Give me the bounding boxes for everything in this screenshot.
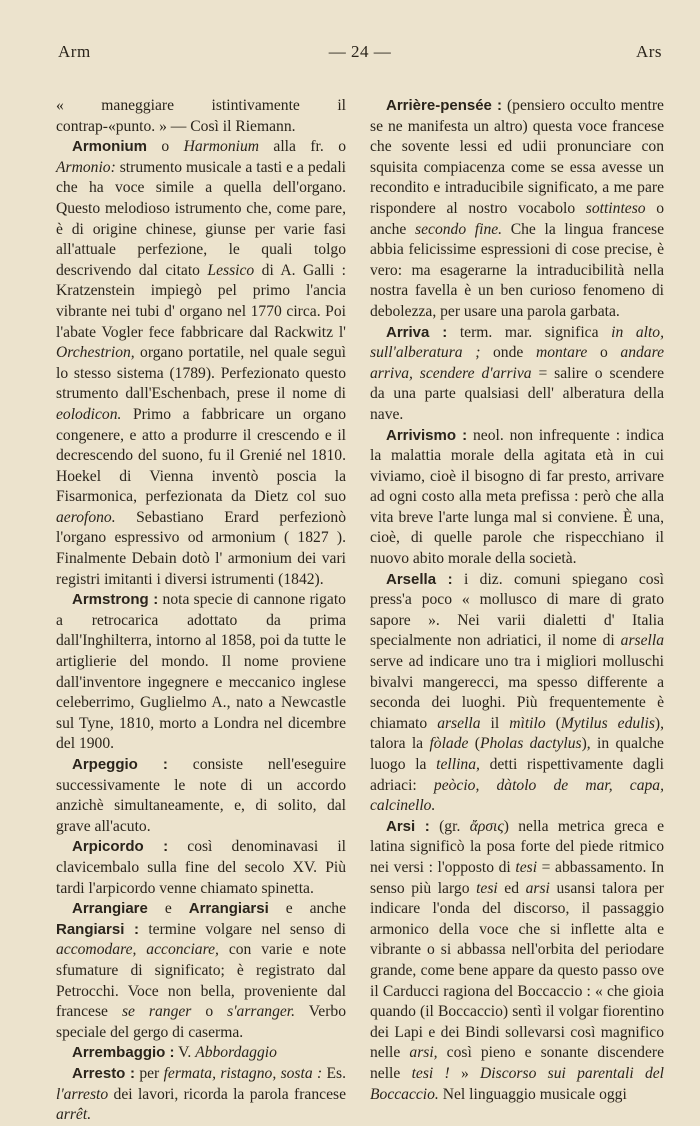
entry-headword: Arsella : [386, 570, 453, 588]
italic-text: tesi [515, 858, 538, 876]
header-right-guideword: Ars [635, 42, 662, 61]
page-number: — 24 — [328, 42, 392, 61]
italic-text: in alto, sull'alberatura ; [370, 323, 664, 362]
italic-text: Pholas dactylus [479, 735, 582, 753]
entry-headword: Rangiarsi : [56, 920, 139, 938]
dictionary-entry [370, 96, 664, 323]
entry-text: o [191, 1003, 228, 1021]
entry-text: così pieno e sonante discendere nelle [370, 1044, 665, 1082]
header-left-guideword: Arm [58, 42, 91, 61]
italic-text: tesi ! [411, 1064, 450, 1082]
right-column [370, 96, 664, 1105]
entry-text: così denominavasi il clavicembalo sulla fine del secolo XV. Più tardi l'arpicordo venne chiamato spinetta. [56, 838, 346, 897]
entry-text: il [480, 714, 510, 732]
entry-text: alla fr. o [259, 138, 346, 156]
dictionary-entry [370, 570, 664, 817]
entry-text: Verbo speciale del gergo di caserma. [56, 1003, 346, 1041]
italic-text: fòlade [429, 735, 469, 753]
italic-text: andare arriva, scendere d'arriva [370, 344, 665, 382]
entry-text: ed [497, 879, 526, 897]
entry-text: » [449, 1064, 481, 1082]
entry-text: V. [174, 1044, 196, 1062]
entry-text: di A. Galli : Kratzenstein impiegò pel primo l'ancia vibrante nei tubi d' organo nel 1770 circa. Poi l'abate Vogler fece fabbricare dal Rackwitz l' [56, 261, 346, 341]
dictionary-entry [56, 837, 346, 899]
italic-text: eolodicon. [56, 405, 122, 423]
entry-text: « maneggiare istintivamente il contrap-«punto. » — Così il Riemann. [56, 97, 346, 135]
entry-text: con varie e note sfumature di significato; è registrato dal Petrocchi. Voce non bella, proveniente dal francese [56, 941, 346, 1021]
italic-text: arrêt. [56, 1106, 92, 1124]
entry-headword: Arresto : [72, 1064, 135, 1082]
entry-headword: Arrangiarsi [188, 900, 269, 918]
dictionary-entry [370, 323, 664, 426]
entry-headword: Armonium [72, 138, 147, 156]
entry-headword: Arriva : [386, 323, 448, 341]
italic-text: sottinteso [585, 199, 646, 217]
entry-headword: Arsi : [386, 817, 430, 835]
entry-text: Nel linguaggio musicale oggi [438, 1085, 627, 1103]
dictionary-entry [56, 755, 346, 837]
italic-text: accomodare, acconciare, [56, 941, 219, 959]
italic-text: tesi [476, 879, 498, 897]
entry-headword: Armstrong : [72, 591, 159, 609]
italic-text: secondo fine. [415, 220, 503, 238]
entry-text: Es. [322, 1064, 347, 1082]
entry-text: nota specie di cannone rigato a retrocarica adottato da prima dall'Inghilterra, intorno al 1858, poi da tutte le artiglierie del mondo. Il nome proviene dall'inventore ingegnere e meccanico inglese celeberrimo, Guglielmo A., nato a Newcastle sul Tyne, 1810, morto a Londra nel dicembre del 1900. [56, 591, 346, 753]
entry-text: ), in qualche luogo la [370, 735, 664, 773]
entry-text: onde [480, 344, 536, 362]
left-column [56, 96, 346, 1126]
entry-text: ( [545, 714, 561, 732]
italic-text: peòcio, dàtolo de mar, capa, calcinello. [370, 776, 664, 815]
entry-text: (pensiero occulto mentre se ne manifesta un altro) questa voce francese che sovente lessi ed udii pronunciare con squisita compiacenza come se essa avesse un recondito e intraducibile significato, a me pare rispondere al nostro vocabolo [370, 97, 664, 217]
italic-text: Discorso sui parentali del Boccaccio. [370, 1064, 665, 1103]
italic-text: Armonio: [56, 158, 116, 176]
entry-text: detti rispettivamente dagli adriaci: [370, 756, 664, 794]
dictionary-entry [56, 1064, 346, 1126]
entry-text: (gr. [429, 817, 470, 835]
italic-text: ἄρσις [469, 817, 504, 835]
entry-text: strumento musicale a tasti e a pedali che ha voce simile a quella dell'organo. Questo melodioso istrumento che, come pare, è di origine chinese, giunse per varie fasi all'attuale perfezione, le quali tolgo descrivendo dal citato [56, 158, 346, 279]
entry-text: o [147, 138, 184, 156]
entry-headword: Arrivismo : [386, 426, 468, 444]
entry-text: per [134, 1064, 164, 1082]
italic-text: Orchestrion, [56, 344, 135, 362]
entry-text: = salire o scendere da una parte qualsiasi dell' alberatura della nave. [370, 364, 664, 423]
entry-text: term. mar. significa [447, 323, 612, 341]
italic-text: mìtilo [509, 714, 546, 732]
dictionary-entry [56, 590, 346, 755]
italic-text: l'arresto [56, 1085, 109, 1103]
entry-text: Sebastiano Erard perfezionò l'organo espressivo od armonium ( 1827 ). Finalmente Debain dotò l' armonium dei vari registri imitanti i diversi istrumenti (1842). [56, 508, 346, 588]
entry-text: i diz. comuni spiegano così press'a poco « mollusco di mare di grato sapore ». Nei varii dialetti d' Italia specialmente non adriatici, il nome di [370, 570, 664, 650]
entry-text: termine volgare nel senso di [138, 920, 346, 938]
italic-text: arsi, [409, 1044, 438, 1062]
entry-text: o anche [370, 199, 664, 238]
entry-text: ( [468, 735, 480, 753]
dictionary-entry [56, 137, 346, 590]
entry-text: serve ad indicare uno tra i migliori molluschi bivalvi mangerecci, ma spesso differente a seconda dei luoghi. Più frequentemente è chiamato [370, 653, 664, 732]
entry-text: o [587, 344, 621, 362]
entry-headword: Arpeggio : [72, 756, 168, 773]
entry-text: neol. non infrequente : indica la malattia morale della agitata età in cui viviamo, cioè il bisogno di far presto, arrivare ad ogni costo alla meta prefissa : però che alla vita breve l'arte lunga mal si conviene. È una, cioè, di quelle parole che rispecchiano il nuovo abito morale della società. [370, 426, 664, 568]
italic-text: fermata, ristagno, sosta : [163, 1064, 323, 1082]
continued-paragraph [56, 96, 346, 137]
italic-text: montare [535, 344, 588, 362]
italic-text: se ranger [121, 1003, 192, 1021]
dictionary-entry [370, 817, 664, 1105]
entry-text: = abbassamento. In senso più largo [370, 858, 664, 897]
entry-text: ) nella metrica greca e latina significò la posa forte del piede ritmico nei versi : l'opposto di [370, 817, 664, 876]
entry-text: dei lavori, ricorda la parola francese [108, 1085, 346, 1103]
entry-text: organo portatile, nel quale seguì lo stesso sistema (1789). Perfezionato questo strumento dall'Eschenbach, prese il nome di [56, 344, 346, 403]
italic-text: arsella [437, 714, 481, 732]
italic-text: Harmonium [183, 138, 260, 156]
entry-text: Primo a fabbricare un organo congenere, e atto a produrre il crescendo e il decrescendo del suono, fu il Grenié nel 1810. Hoekel di Vienna inventò poscia la Fisarmonica, perfezionata da Dietz col suo [56, 405, 346, 506]
italic-text: s'arranger. [227, 1003, 296, 1021]
entry-headword: Arrembaggio : [72, 1044, 175, 1062]
italic-text: Lessico [207, 261, 255, 279]
italic-text: Abbordaggio [195, 1044, 277, 1062]
page-header [58, 42, 662, 68]
entry-text: e [147, 900, 189, 918]
dictionary-entry [370, 426, 664, 570]
entry-text: consiste nell'eseguire successivamente le note di un accordo anzichè simultaneamente, e, di solito, dal grave all'acuto. [56, 756, 346, 835]
italic-text: tellina, [436, 756, 480, 773]
entry-headword: Arrière-pensée : [386, 97, 503, 114]
dictionary-entry [56, 1043, 346, 1064]
italic-text: aerofono. [56, 508, 116, 526]
entry-headword: Arrangiare [72, 900, 148, 918]
dictionary-entry [56, 899, 346, 1043]
entry-text: usansi talora per indicare l'onda del discorso, il passaggio armonico della voce che si inflette alta e vibrante o si abbassa nell'orbita del periodare grande, come bene appare da questo passo ove il Carducci ragiona del Boccaccio : « che gioia quando (il Boccaccio) sentì il volgar fiorentino dei Lapi e dei Bindi sollevarsi così magnifico nelle [370, 879, 664, 1062]
entry-text: Che la lingua francese abbia felicissime espressioni di cose precise, è vero: ma esagerarne la intraducibilità nella nostra favella è un ben curioso fenomeno di debolezza, per usare una parola garbata. [370, 220, 664, 320]
entry-text: e anche [268, 900, 346, 918]
entry-headword: Arpicordo : [72, 838, 169, 856]
entry-text: ), talora la [370, 714, 665, 753]
italic-text: Mytilus edulis [560, 714, 655, 732]
italic-text: arsella [620, 632, 664, 650]
italic-text: arsi [525, 879, 550, 897]
